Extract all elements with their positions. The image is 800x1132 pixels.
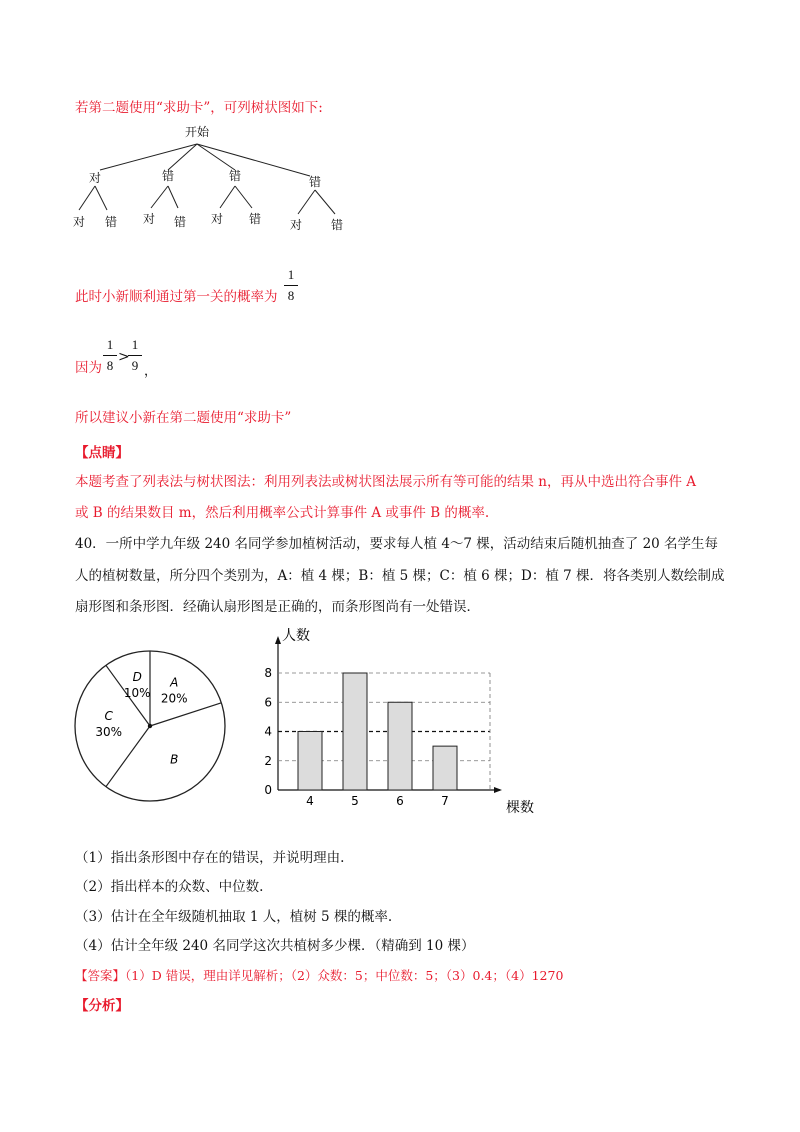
y-tick-label: 0 [264, 783, 272, 797]
pie-percent-C: 30% [95, 725, 123, 739]
x-tick-label: 4 [306, 794, 314, 808]
y-axis-label: 人数 [282, 628, 310, 644]
problem-line-3: 扇形图和条形图．经确认扇形图是正确的，而条形图尚有一处错误． [75, 599, 480, 615]
analysis-heading: 【分析】 [75, 998, 129, 1014]
probability-fraction [284, 267, 298, 304]
y-axis-arrow [275, 636, 281, 644]
problem-line-2: 人的植树数量，所分四个类别为，A：植 4 棵；B：植 5 棵；C：植 6 棵；D：植 7 棵．将各类别人数绘制成 [75, 568, 725, 584]
y-tick-label: 4 [264, 724, 272, 739]
tree-root: 开始 [184, 125, 210, 139]
tree-l2-5: 对 [210, 212, 224, 226]
question-1: （1）指出条形图中存在的错误，并说明理由. [75, 850, 345, 866]
cmp-den-2: 9 [131, 358, 139, 373]
tree-l2-4: 错 [173, 215, 187, 229]
cmp-num-2: 1 [131, 337, 139, 352]
frac-den: 8 [287, 288, 295, 303]
bar-6 [388, 702, 412, 790]
problem-line-1: 40．一所中学九年级 240 名同学参加植树活动，要求每人植 4～7 棵，活动结束后随机抽查了 20 名学生每 [75, 536, 719, 552]
pie-label-A: A [170, 675, 179, 690]
pie-label-B: B [170, 752, 179, 767]
tree-l2-3: 对 [142, 212, 156, 226]
note-line-1: 本题考查了列表法与树状图法：利用列表法或树状图法展示所有等可能的结果 n，再从中选出符合事件 A [75, 474, 697, 490]
bar-4 [298, 732, 322, 791]
y-tick-label: 2 [264, 753, 272, 768]
cmp-fraction-2 [128, 337, 142, 374]
tree-diagram [65, 118, 365, 238]
bar-5 [343, 673, 367, 790]
probability-text: 此时小新顺利通过第一关的概率为 [75, 289, 278, 305]
tree-l2-8: 错 [330, 218, 344, 232]
y-tick-label: 8 [264, 666, 272, 680]
pie-label-D: D [132, 669, 142, 684]
tree-l1-4: 错 [308, 175, 322, 189]
solution-intro: 若第二题使用“求助卡”，可列树状图如下: [75, 100, 323, 116]
bar-chart [250, 620, 550, 820]
tree-l1-2: 错 [161, 169, 175, 183]
question-4: （4）估计全年级 240 名同学这次共植树多少棵．（精确到 10 棵） [75, 938, 475, 954]
pie-label-C: C [104, 709, 113, 723]
x-tick-label: 6 [396, 794, 404, 808]
tree-l1-1: 对 [88, 171, 102, 185]
tree-l2-7: 对 [289, 218, 303, 232]
x-tick-label: 5 [351, 794, 359, 808]
pie-chart [65, 640, 235, 810]
dianjing-heading: 【点睛】 [75, 445, 129, 461]
tree-l2-2: 错 [104, 215, 118, 229]
tree-l2-1: 对 [72, 215, 86, 229]
tree-l2-6: 错 [248, 212, 262, 226]
cmp-tail: ， [144, 364, 158, 379]
frac-num: 1 [287, 267, 295, 282]
conclusion: 所以建议小新在第二题使用“求助卡” [75, 410, 292, 426]
answer-line: 【答案】（1）D 错误，理由详见解析；（2）众数：5；中位数：5；（3）0.4；（4）1270 [75, 968, 564, 983]
note-line-2: 或 B 的结果数目 m，然后利用概率公式计算事件 A 或事件 B 的概率. [75, 505, 490, 521]
pie-percent-D: 10% [123, 685, 151, 700]
x-axis-label: 棵数 [506, 800, 534, 816]
cmp-fraction-1 [103, 337, 117, 374]
y-tick-label: 6 [264, 695, 272, 710]
question-3: （3）估计在全年级随机抽取 1 人，植树 5 棵的概率. [75, 909, 393, 925]
x-axis-arrow [494, 787, 502, 793]
cmp-den-1: 8 [106, 358, 114, 373]
cmp-operator: > [118, 349, 130, 365]
because-text: 因为 [75, 360, 102, 376]
cmp-num-1: 1 [106, 337, 114, 352]
pie-percent-A: 20% [160, 691, 188, 706]
bar-7 [433, 746, 457, 790]
x-tick-label: 7 [441, 794, 449, 808]
question-2: （2）指出样本的众数、中位数. [75, 879, 264, 895]
pie-center [148, 724, 152, 728]
tree-l1-3: 错 [228, 169, 242, 183]
